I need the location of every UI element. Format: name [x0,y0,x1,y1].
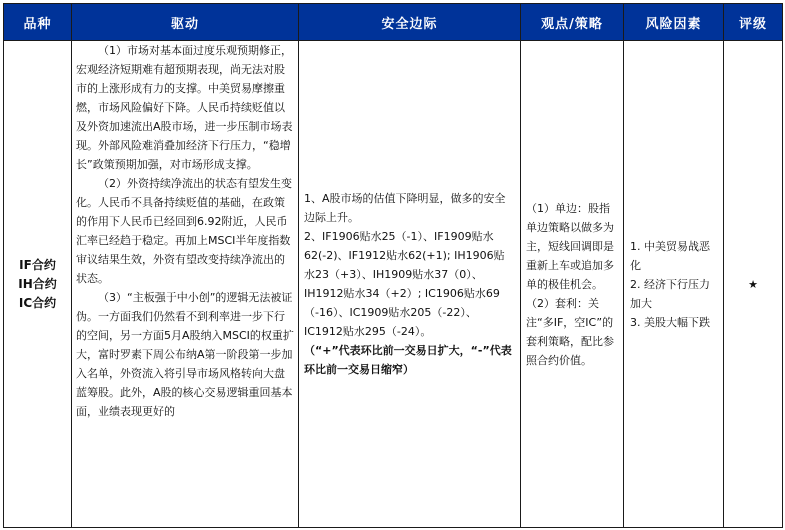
strategy-table [3,3,783,528]
safety-paragraph-2: 2、IF1906贴水25（-1）、IF1909贴水62(-2)、IF1912贴水62(+1); IH1906贴水23（+3）、IH1909贴水37（0）、IH1912贴水34（+2）; IC1906贴水69（-16）、IC1909贴水205（-22）、IC1912贴水295（-24）。 [304,230,505,338]
risk-item-3: 3. 美股大幅下跌 [630,315,710,329]
view-paragraph-1: （1）单边：股指单边策略以做多为主，短线回调即是重新上车或追加多单的极佳机会。 [526,201,614,291]
risk-item-2: 2. 经济下行压力加大 [630,277,710,310]
view-strategy-cell [521,41,624,528]
category-ih: IH合约 [18,276,57,291]
header-drivers: 驱动 [72,4,299,41]
driver-paragraph-3: （3）“主板强于中小创”的逻辑无法被证伪。一方面我们仍然看不到利率进一步下行的空间，另一方面5月A股纳入MSCI的权重扩大，富时罗素下周公布纳A第一阶段第一步加入名单，外资流入将引导市场风格转向大盘蓝筹股。此外，A股的核心交易逻辑重回基本面，业绩表现更好的 [76,291,294,418]
category-cell [4,41,72,528]
risk-item-1: 1. 中美贸易战恶化 [630,239,710,272]
view-paragraph-2: （2）套利：关注“多IF，空IC”的套利策略，配比参照合约价值。 [526,296,614,367]
safety-margin-cell [299,41,521,528]
star-icon: ★ [748,277,758,291]
header-view-strategy: 观点/策略 [521,4,624,41]
header-row [4,4,783,41]
risk-factors-cell [624,41,724,528]
table-row [4,41,783,528]
header-safety-margin: 安全边际 [299,4,521,41]
category-ic: IC合约 [18,295,57,310]
driver-paragraph-2: （2）外资持续净流出的状态有望发生变化。人民币不具备持续贬值的基础，在政策的作用下人民币已经回到6.92附近，人民币汇率已经趋于稳定。再加上MSCI半年度指数审议结果生效，外资有望改变持续净流出的状态。 [76,177,292,285]
rating-cell [724,41,783,528]
header-rating: 评级 [724,4,783,41]
drivers-cell [72,41,299,528]
category-if: IF合约 [19,257,56,272]
safety-paragraph-1: 1、A股市场的估值下降明显，做多的安全边际上升。 [304,192,506,224]
header-variety: 品种 [4,4,72,41]
header-risk-factors: 风险因素 [624,4,724,41]
safety-note: （“+”代表环比前一交易日扩大，“-”代表环比前一交易日缩窄） [304,344,512,376]
driver-paragraph-1: （1）市场对基本面过度乐观预期修正，宏观经济短期难有超预期表现，尚无法对股市的上涨形成有力的支撑。中美贸易摩擦重燃，市场风险偏好下降。人民币持续贬值以及外资加速流出A股市场，进一步压制市场表现。外部风险难消叠加经济下行压力，“稳增长”政策预期加强，对市场形成支撑。 [76,44,293,171]
